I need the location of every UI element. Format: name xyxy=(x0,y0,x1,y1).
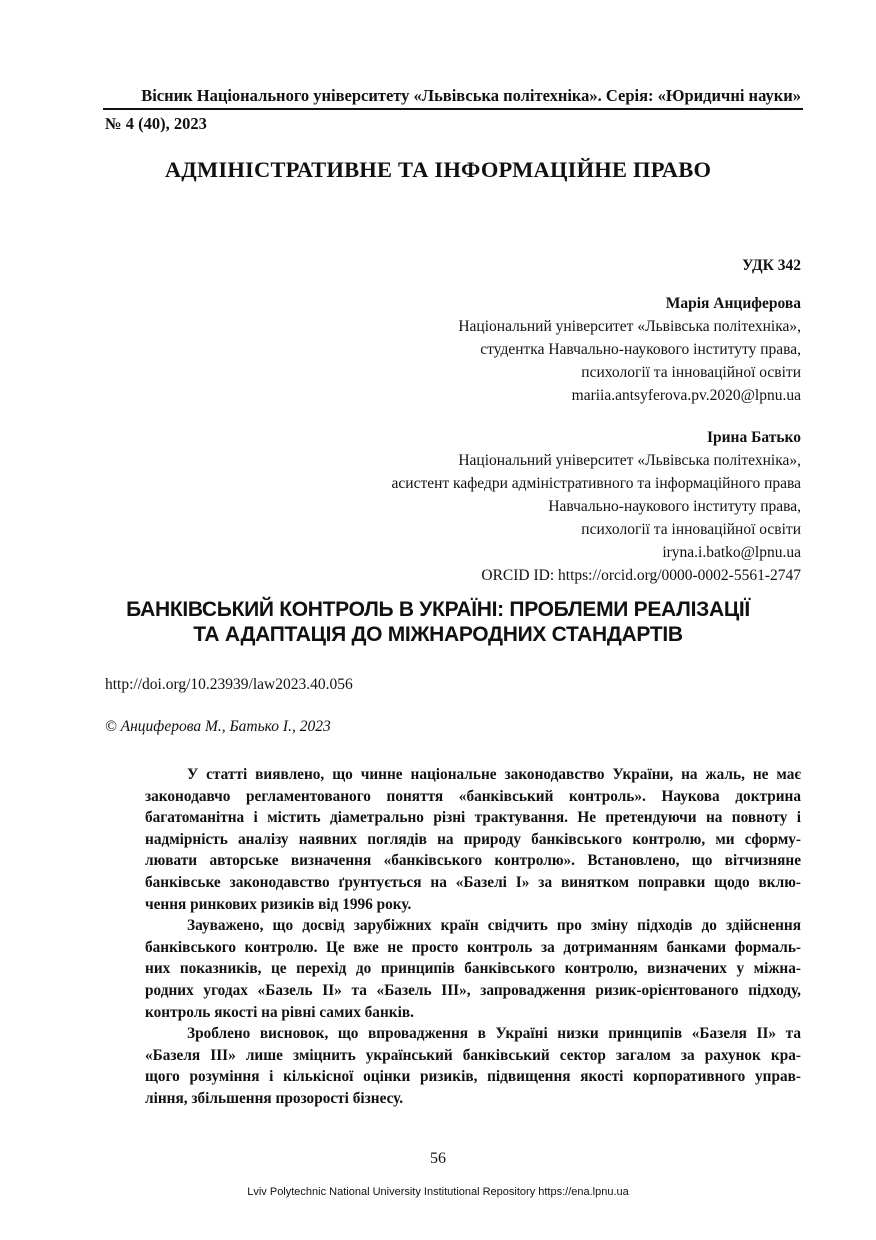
author-orcid: ORCID ID: https://orcid.org/0000-0002-5561-2747 xyxy=(481,567,801,584)
header-divider xyxy=(103,108,803,110)
author-name: Ірина Батько xyxy=(706,429,801,446)
author-affiliation: Національний університет «Львівська політехніка», xyxy=(458,318,801,335)
author-affiliation: асистент кафедри адміністративного та інформаційного права xyxy=(391,475,801,492)
abstract-line: надмірність аналізу наявних поглядів на природу банківського контролю, ми сформу- xyxy=(145,830,801,848)
section-title: АДМІНІСТРАТИВНЕ ТА ІНФОРМАЦІЙНЕ ПРАВО xyxy=(164,157,712,182)
author-affiliation: психології та інноваційної освіти xyxy=(581,364,801,381)
author-block-2 xyxy=(392,426,801,587)
author-affiliation: Національний університет «Львівська політехніка», xyxy=(458,452,801,469)
journal-header: Вісник Національного університету «Львівська політехніка». Серія: «Юридичні науки» xyxy=(141,86,801,105)
author-name: Марія Анциферова xyxy=(665,295,801,312)
abstract-line: банківське законодавство ґрунтується на «Базелі І» за винятком поправки щодо вклю- xyxy=(145,873,801,891)
abstract-line: них показників, це перехід до принципів банківського контролю, визначених у міжна- xyxy=(145,960,801,978)
abstract-line: родних угодах «Базель ІІ» та «Базель ІІІ», запровадження ризик-орієнтованого підходу, xyxy=(145,981,801,999)
author-affiliation: психології та інноваційної освіти xyxy=(581,521,801,538)
abstract-line: лювати авторське визначення «банківського контролю». Встановлено, що вітчизняне xyxy=(145,852,801,870)
abstract-line: чення ринкових ризиків від 1996 року. xyxy=(145,895,412,913)
author-affiliation: студентка Навчально-наукового інституту права, xyxy=(480,341,801,358)
doi-link[interactable]: http://doi.org/10.23939/law2023.40.056 xyxy=(105,676,353,693)
author-email: iryna.i.batko@lpnu.ua xyxy=(662,544,801,561)
author-affiliation: Навчально-наукового інституту права, xyxy=(548,498,801,515)
article-title-line: БАНКІВСЬКИЙ КОНТРОЛЬ В УКРАЇНІ: ПРОБЛЕМИ РЕАЛІЗАЦІЇ xyxy=(126,598,750,621)
copyright: © Анциферова М., Батько І., 2023 xyxy=(105,718,331,735)
abstract-line: Зроблено висновок, що впровадження в Україні низки принципів «Базеля ІІ» та xyxy=(187,1025,801,1043)
abstract xyxy=(145,764,801,1110)
abstract-line: законодавчо регламентованого поняття «банківський контроль». Наукова доктрина xyxy=(145,787,801,805)
article-title-line: ТА АДАПТАЦІЯ ДО МІЖНАРОДНИХ СТАНДАРТІВ xyxy=(193,623,683,646)
abstract-line: щого розуміння і кількісної оцінки ризиків, підвищення якості корпоративного управ- xyxy=(145,1068,801,1086)
repository-footer: Lviv Polytechnic National University Institutional Repository https://ena.lpnu.ua xyxy=(247,1186,629,1198)
article-title xyxy=(0,597,876,647)
issue-number: № 4 (40), 2023 xyxy=(105,114,207,133)
abstract-line: «Базеля ІІІ» лише зміцнить український банківський сектор загалом за рахунок кра- xyxy=(145,1046,801,1064)
abstract-line: Зауважено, що досвід зарубіжних країн свідчить про зміну підходів до здійснення xyxy=(187,917,801,935)
page-number: 56 xyxy=(430,1150,446,1167)
abstract-line: контроль якості на рівні самих банків. xyxy=(145,1003,414,1021)
abstract-line: банківського контролю. Це вже не просто контроль за дотриманням банками формаль- xyxy=(145,938,801,956)
udk-code: УДК 342 xyxy=(742,257,801,274)
abstract-line: У статті виявлено, що чинне національне законодавство України, на жаль, не має xyxy=(187,766,801,783)
author-block-1 xyxy=(458,292,801,407)
abstract-line: ління, збільшення прозорості бізнесу. xyxy=(145,1089,404,1107)
author-email: mariia.antsyferova.pv.2020@lpnu.ua xyxy=(571,387,801,404)
abstract-line: багатоманітна і містить діаметрально різні трактування. Не претендуючи на повноту і xyxy=(145,809,801,827)
